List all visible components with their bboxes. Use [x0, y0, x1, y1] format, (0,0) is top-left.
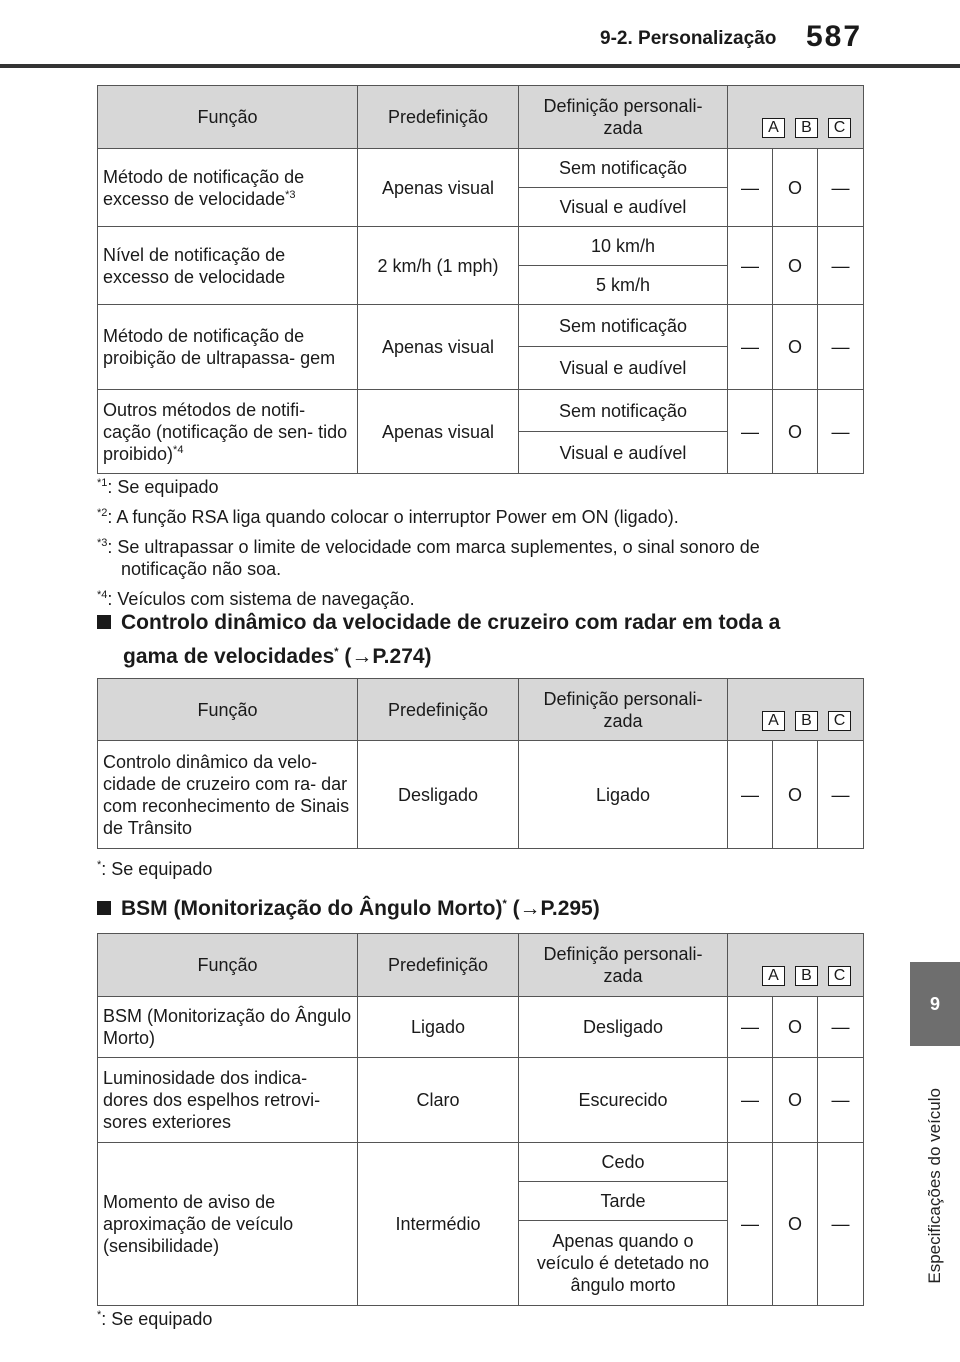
footnote-mark: *	[97, 1309, 102, 1321]
col-abc	[728, 86, 864, 149]
settings-table-3	[97, 933, 864, 1306]
custom-cell: 5 km/h	[519, 266, 728, 305]
header-rule	[0, 64, 960, 68]
footnote-text: : Veículos com sistema de navegação.	[107, 589, 415, 609]
function-cell: Momento de aviso de aproximação de veículo (sensibilidade)	[98, 1143, 358, 1306]
a-cell: —	[728, 997, 773, 1058]
col-custom: Definição personali- zada	[519, 934, 728, 997]
custom-cell: Visual e audível	[519, 188, 728, 227]
col-default: Predefinição	[358, 86, 519, 149]
footnote	[97, 476, 867, 498]
default-cell: Apenas visual	[358, 149, 519, 227]
label-a: A	[762, 118, 785, 138]
table-row	[98, 149, 864, 188]
table-row	[98, 305, 864, 347]
default-cell: Intermédio	[358, 1143, 519, 1306]
heading-text: BSM (Monitorização do Ângulo Morto)	[121, 897, 503, 920]
default-cell: Desligado	[358, 741, 519, 849]
a-cell: —	[728, 1058, 773, 1143]
custom-cell: Apenas quando o veículo é detetado no ângulo morto	[519, 1221, 728, 1306]
section-heading	[97, 892, 867, 926]
col-function: Função	[98, 679, 358, 741]
footnote-text: : Se ultrapassar o limite de velocidade com marca suplementes, o sinal sonoro de	[107, 537, 760, 557]
footnote-mark: *3	[97, 537, 108, 549]
c-cell: —	[818, 1058, 864, 1143]
b-cell: O	[773, 390, 818, 474]
b-cell: O	[773, 1143, 818, 1306]
a-cell: —	[728, 390, 773, 474]
b-cell: O	[773, 997, 818, 1058]
c-cell: —	[818, 390, 864, 474]
custom-cell: Desligado	[519, 997, 728, 1058]
default-cell: Apenas visual	[358, 390, 519, 474]
footnote-text: : A função RSA liga quando colocar o interruptor Power em ON (ligado).	[107, 507, 679, 527]
a-cell: —	[728, 227, 773, 305]
col-default: Predefinição	[358, 679, 519, 741]
a-cell: —	[728, 149, 773, 227]
custom-cell: Sem notificação	[519, 149, 728, 188]
label-a: A	[762, 966, 785, 986]
col-function: Função	[98, 86, 358, 149]
table-row	[98, 1143, 864, 1182]
col-abc	[728, 934, 864, 997]
page-number: 587	[806, 20, 863, 53]
custom-cell: Sem notificação	[519, 305, 728, 347]
col-function: Função	[98, 934, 358, 997]
default-cell: Claro	[358, 1058, 519, 1143]
label-b: B	[795, 711, 818, 731]
heading-text: gama de velocidades	[123, 645, 335, 668]
label-c: C	[828, 711, 851, 731]
footnote-mark: *2	[97, 507, 108, 519]
square-bullet-icon	[97, 615, 111, 629]
chapter-tab: 9	[910, 962, 960, 1046]
section-title: 9-2. Personalização	[600, 28, 777, 49]
b-cell: O	[773, 1058, 818, 1143]
function-cell	[98, 149, 358, 227]
custom-cell: 10 km/h	[519, 227, 728, 266]
b-cell: O	[773, 305, 818, 390]
footnote-mark: *	[97, 859, 102, 871]
function-cell: Nível de notificação de excesso de velocidade	[98, 227, 358, 305]
custom-cell: Visual e audível	[519, 432, 728, 474]
default-cell: 2 km/h (1 mph)	[358, 227, 519, 305]
label-b: B	[795, 966, 818, 986]
function-cell: BSM (Monitorização do Ângulo Morto)	[98, 997, 358, 1058]
custom-cell: Visual e audível	[519, 347, 728, 390]
c-cell: —	[818, 997, 864, 1058]
function-cell	[98, 390, 358, 474]
function-text: Outros métodos de notifi- cação (notificação de sen- tido proibido)	[103, 399, 348, 464]
footnote-text: : Se equipado	[107, 477, 219, 497]
custom-cell: Tarde	[519, 1182, 728, 1221]
default-cell: Apenas visual	[358, 305, 519, 390]
table-header-row	[98, 934, 864, 997]
table-header-row	[98, 86, 864, 149]
square-bullet-icon	[97, 901, 111, 915]
b-cell: O	[773, 741, 818, 849]
function-cell: Método de notificação de proibição de ultrapassa- gem	[98, 305, 358, 390]
table-row	[98, 741, 864, 849]
col-custom: Definição personali- zada	[519, 679, 728, 741]
chapter-label-text: Especificações do veículo	[925, 1088, 944, 1284]
table-row	[98, 390, 864, 432]
chapter-label	[912, 1054, 958, 1318]
footnote-text: : Se equipado	[101, 859, 213, 879]
footnote-ref: *	[334, 646, 339, 658]
custom-cell: Escurecido	[519, 1058, 728, 1143]
function-cell: Luminosidade dos indica- dores dos espelhos retrovi- sores exteriores	[98, 1058, 358, 1143]
footnote-ref: *	[502, 898, 507, 910]
b-cell: O	[773, 227, 818, 305]
footnote-mark: *4	[97, 589, 108, 601]
function-text: Método de notificação de excesso de velocidade	[103, 166, 305, 209]
footnote-text: notificação não soa.	[121, 559, 282, 579]
col-custom: Definição personali- zada	[519, 86, 728, 149]
col-abc	[728, 679, 864, 741]
b-cell: O	[773, 149, 818, 227]
c-cell: —	[818, 149, 864, 227]
footnote	[97, 536, 867, 580]
c-cell: —	[818, 741, 864, 849]
table-row	[98, 227, 864, 266]
a-cell: —	[728, 741, 773, 849]
footnote-text: : Se equipado	[101, 1309, 213, 1329]
footnote-mark: *1	[97, 477, 108, 489]
footnote	[97, 858, 867, 880]
custom-cell: Ligado	[519, 741, 728, 849]
default-cell: Ligado	[358, 997, 519, 1058]
table-header-row	[98, 679, 864, 741]
footnote-ref: *4	[173, 443, 184, 456]
page-reference-link[interactable]: (→P.274)	[338, 645, 432, 668]
label-c: C	[828, 118, 851, 138]
footnote-ref: *3	[285, 188, 296, 201]
section-heading	[97, 606, 867, 674]
footnotes	[97, 476, 867, 610]
label-c: C	[828, 966, 851, 986]
a-cell: —	[728, 305, 773, 390]
label-a: A	[762, 711, 785, 731]
custom-cell: Sem notificação	[519, 390, 728, 432]
c-cell: —	[818, 1143, 864, 1306]
table-row	[98, 997, 864, 1058]
label-b: B	[795, 118, 818, 138]
settings-table-2	[97, 678, 864, 849]
heading-text: Controlo dinâmico da velocidade de cruzeiro com radar em toda a	[121, 611, 781, 634]
footnote	[97, 506, 867, 528]
custom-cell: Cedo	[519, 1143, 728, 1182]
c-cell: —	[818, 227, 864, 305]
function-cell: Controlo dinâmico da velo- cidade de cruzeiro com ra- dar com reconhecimento de Sinais de Trânsito	[98, 741, 358, 849]
c-cell: —	[818, 305, 864, 390]
table-row	[98, 1058, 864, 1143]
footnote	[97, 1308, 867, 1330]
col-default: Predefinição	[358, 934, 519, 997]
settings-table-1	[97, 85, 864, 474]
a-cell: —	[728, 1143, 773, 1306]
page-reference-link[interactable]: (→P.295)	[506, 897, 600, 920]
